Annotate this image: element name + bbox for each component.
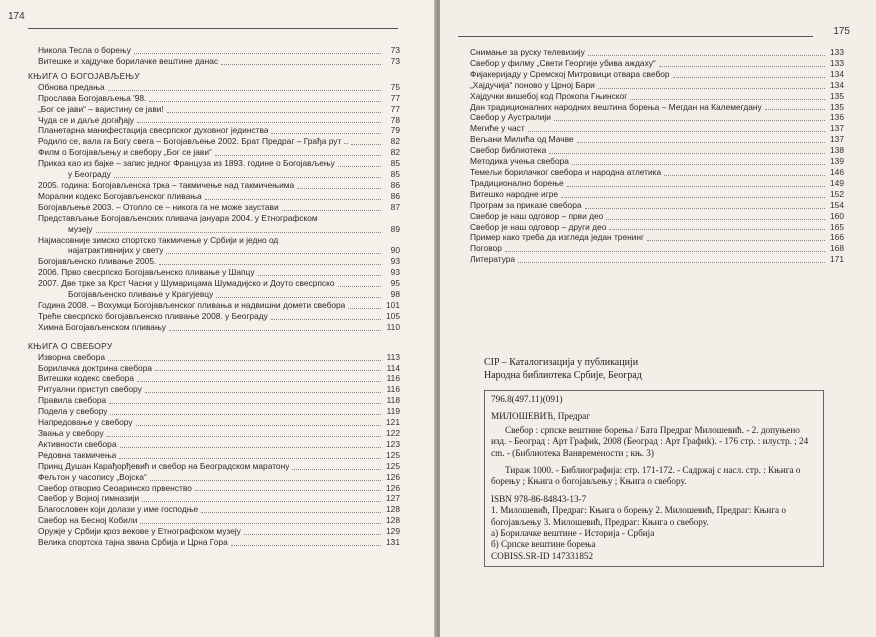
toc-entry-title: Богојављенско пливање у Крагујевцу xyxy=(68,289,214,300)
toc-entry xyxy=(20,472,400,483)
toc-entry-page: 118 xyxy=(386,395,400,406)
toc-leader-dots xyxy=(585,208,825,209)
toc-right xyxy=(452,47,844,265)
toc-entry xyxy=(452,91,844,102)
toc-group xyxy=(452,47,844,265)
toc-leader-dots xyxy=(142,501,381,502)
toc-entry-page: 165 xyxy=(830,221,844,232)
toc-entry-title: Поговор xyxy=(470,243,502,254)
toc-leader-dots xyxy=(155,370,381,371)
toc-entry-title: „Бог се јави“ – вајистину се јави! xyxy=(38,103,164,114)
toc-entry-title: Чуда се и даље догађају xyxy=(38,114,135,125)
toc-leader-dots xyxy=(505,251,825,252)
toc-entry xyxy=(452,189,844,200)
toc-entry-title: Редовна такмичења xyxy=(38,449,117,460)
toc-entry xyxy=(20,373,400,384)
toc-entry xyxy=(20,45,400,56)
toc-entry-title: Принц Душан Карађорђевић и свебор на Београдском маратону xyxy=(38,460,290,471)
toc-entry-title: Богојављење 2003. – Отопло се – никога га не може заустави xyxy=(38,201,279,212)
toc-leader-dots xyxy=(166,253,381,254)
toc-entry xyxy=(20,439,400,450)
toc-entry xyxy=(20,224,400,235)
toc-entry-page: 135 xyxy=(830,90,844,101)
toc-entry-title: Родило се, вала га Богу свега – Богојављење 2002. Брат Предраг – Грађа рут .. xyxy=(38,136,349,147)
toc-entry-page: 160 xyxy=(830,210,844,221)
toc-leader-dots xyxy=(297,188,381,189)
toc-leader-dots xyxy=(609,229,825,230)
toc-entry-title: Представљање Богојављенских пливача јануара 2004. у Етнографском xyxy=(38,212,318,223)
header-rule xyxy=(458,36,813,37)
toc-entry-title: Пример како треба да изгледа један тренинг xyxy=(470,232,645,243)
toc-leader-dots xyxy=(120,447,382,448)
toc-leader-dots xyxy=(606,219,825,220)
toc-entry-title: Свебор у Војној гимназији xyxy=(38,493,140,504)
toc-entry-title: Традиционално борење xyxy=(470,177,564,188)
toc-entry-title: Методика учења свебора xyxy=(470,156,569,167)
toc-entry xyxy=(20,493,400,504)
toc-leader-dots xyxy=(231,545,381,546)
toc-entry xyxy=(452,243,844,254)
cip-subjects: 1. Милошевић, Предраг: Књига о борењу 2. Милошевић, Предраг: Књига о богојављењу 3. Милошевић, Предраг: Књига о свебору. xyxy=(491,505,787,527)
toc-entry-title: Најмасовније зимско спортско такмичење у Србији и једно од xyxy=(38,234,279,245)
toc-entry xyxy=(20,483,400,494)
toc-entry-page: 82 xyxy=(390,136,400,147)
toc-entry-page: 131 xyxy=(386,537,400,548)
toc-leader-dots xyxy=(659,66,825,67)
toc-entry-title: Фељтон у часопису „Војска“ xyxy=(38,471,147,482)
toc-entry-title: Изворна свебора xyxy=(38,351,106,362)
toc-leader-dots xyxy=(664,175,825,176)
toc-entry xyxy=(20,278,400,289)
toc-entry-title: најатрактивнијих у свету xyxy=(68,245,164,256)
toc-entry xyxy=(20,180,400,191)
toc-entry xyxy=(20,202,400,213)
toc-entry-title: 2006. Прво свесрпско Богојављенско пливање у Шапцу xyxy=(38,267,255,278)
toc-entry-title: Дан традиционалних народних вештина борења – Мегдан на Калемегдану xyxy=(470,101,762,112)
header-rule xyxy=(28,28,398,29)
toc-entry-page: 86 xyxy=(390,190,400,201)
toc-entry-page: 149 xyxy=(830,177,844,188)
cip-isbn: ISBN 978-86-84843-13-7 xyxy=(491,493,587,504)
toc-entry-title: Свебор библиотека xyxy=(470,145,547,156)
toc-entry-page: 127 xyxy=(386,493,400,504)
toc-leader-dots xyxy=(271,133,381,134)
toc-entry-title: Хајдучки вишебој код Прокопа Гњинског xyxy=(470,90,628,101)
toc-leader-dots xyxy=(282,210,381,211)
toc-entry xyxy=(20,395,400,406)
toc-group xyxy=(20,82,400,333)
toc-entry-title: Свебор отворио Сеоаринско првенство xyxy=(38,482,192,493)
toc-leader-dots xyxy=(244,534,381,535)
page-number: 174 xyxy=(8,11,25,22)
toc-entry-title: Приказ као из бајке – запис једног Француза из 1893. године о Богојављењу xyxy=(38,158,335,169)
toc-entry-page: 129 xyxy=(386,526,400,537)
toc-entry-page: 105 xyxy=(386,310,400,321)
toc-entry xyxy=(452,80,844,91)
cip-class: 796.8(497.11)(091) xyxy=(491,394,563,404)
toc-entry-page: 113 xyxy=(386,351,400,362)
toc-entry-page: 82 xyxy=(390,147,400,158)
toc-entry-page: 87 xyxy=(390,201,400,212)
toc-leader-dots xyxy=(169,330,381,331)
toc-entry-page: 114 xyxy=(386,362,400,373)
toc-entry-page: 125 xyxy=(386,460,400,471)
toc-entry-page: 133 xyxy=(830,47,844,57)
toc-entry-title: „Хајдучија“ поново у Црној Бари xyxy=(470,79,595,90)
toc-entry-title: Снимање за руску телевизију xyxy=(470,47,585,57)
right-page xyxy=(440,0,876,637)
toc-entry xyxy=(452,232,844,243)
toc-entry-title: Ритуални приступ свебору xyxy=(38,384,142,395)
toc-entry-title: Оружје у Србији кроз векове у Етнографском музеју xyxy=(38,526,241,537)
toc-entry-page: 166 xyxy=(830,232,844,243)
toc-leader-dots xyxy=(630,99,825,100)
toc-entry xyxy=(20,267,400,278)
toc-entry xyxy=(20,136,400,147)
toc-entry xyxy=(20,147,400,158)
toc-leader-dots xyxy=(572,164,825,165)
toc-entry-title: Напредовање у свебору xyxy=(38,417,133,428)
toc-entry-page: 78 xyxy=(390,114,400,125)
toc-entry xyxy=(452,134,844,145)
toc-entry-page: 137 xyxy=(830,134,844,145)
toc-leader-dots xyxy=(567,186,825,187)
left-page xyxy=(0,0,436,637)
toc-entry-title: музеју xyxy=(68,223,93,234)
toc-entry xyxy=(20,82,400,93)
toc-entry xyxy=(20,56,400,67)
toc-leader-dots xyxy=(96,232,382,233)
toc-entry-page: 95 xyxy=(390,278,400,289)
toc-entry-page: 136 xyxy=(830,112,844,123)
toc-leader-dots xyxy=(205,199,381,200)
toc-leader-dots xyxy=(108,90,381,91)
toc-entry xyxy=(452,254,844,265)
toc-entry-page: 110 xyxy=(386,321,400,332)
toc-leader-dots xyxy=(647,240,825,241)
toc-leader-dots xyxy=(588,55,825,56)
toc-leader-dots xyxy=(561,197,825,198)
toc-entry-page: 171 xyxy=(830,254,844,265)
toc-entry-page: 77 xyxy=(390,103,400,114)
toc-entry-title: у Београду xyxy=(68,169,111,180)
toc-entry-page: 146 xyxy=(830,166,844,177)
toc-entry-title: 2005. година: Богојављенска трка – такмичење над такмичењима xyxy=(38,179,295,190)
cip-cobiss: COBISS.SR-ID 147331852 xyxy=(491,550,594,561)
toc-entry xyxy=(20,450,400,461)
toc-leader-dots xyxy=(114,177,381,178)
toc-entry-page: 73 xyxy=(390,45,400,55)
toc-entry-title: Фијакеријаду у Сремској Митровици отвара свебор xyxy=(470,68,670,79)
toc-entry xyxy=(20,191,400,202)
toc-entry-title: Литература xyxy=(470,254,516,265)
toc-entry-page: 138 xyxy=(830,145,844,156)
toc-leader-dots xyxy=(149,101,381,102)
toc-entry-title: Година 2008. – Вохумци Богојављенског пливања и надвишни домети свебора xyxy=(38,299,346,310)
toc-entry-title: Никола Тесла о борењу xyxy=(38,45,131,55)
toc-entry-page: 79 xyxy=(390,125,400,136)
toc-group xyxy=(20,45,400,67)
toc-entry xyxy=(452,102,844,113)
toc-entry-page: 85 xyxy=(390,169,400,180)
section-heading-sveboru: КЊИГА О СВЕБОРУ xyxy=(28,340,113,351)
toc-entry xyxy=(20,104,400,115)
toc-entry xyxy=(452,222,844,233)
toc-entry-title: Свебор је наш одговор – други део xyxy=(470,221,607,232)
toc-entry-title: Велика спортска тајна звана Србија и Црна Гора xyxy=(38,537,228,548)
cip-description: Свебор : српске вештине борења / Бата Предраг Милошевић. - 2. допуњено изд. - Београд : Арт Графиk, 2008 (Београд : Арт Графиk). - 176 стр. : илустр. ; 24 cm. - (Библиотека Ванвремености ; књ. 3) xyxy=(491,424,809,458)
toc-leader-dots xyxy=(258,275,381,276)
toc-entry-title: Мегиће у част xyxy=(470,123,525,134)
toc-entry xyxy=(20,406,400,417)
toc-entry-title: Борилачка доктрина свебора xyxy=(38,362,153,373)
toc-entry-page: 119 xyxy=(386,406,400,417)
toc-entry-page: 75 xyxy=(390,81,400,92)
toc-entry-title: Подела у свебору xyxy=(38,406,108,417)
toc-leader-dots xyxy=(765,109,825,110)
toc-entry xyxy=(20,300,400,311)
toc-leader-dots xyxy=(518,262,825,263)
toc-entry xyxy=(20,256,400,267)
toc-entry xyxy=(20,461,400,472)
toc-entry xyxy=(20,504,400,515)
cip-notes: Тираж 1000. - Библиографија: стр. 171-172. - Садржај с насл. стр. : Књига о борењу ; Књига о богојављењу ; Књига о свебору. xyxy=(491,465,801,487)
toc-entry xyxy=(452,69,844,80)
toc-entry-title: Програм за приказе свебора xyxy=(470,199,582,210)
toc-entry xyxy=(452,178,844,189)
toc-leader-dots xyxy=(150,480,381,481)
toc-entry-page: 123 xyxy=(386,438,400,449)
toc-entry-page: 101 xyxy=(386,299,400,310)
toc-entry-title: Прослава Богојављења '98. xyxy=(38,92,147,103)
toc-entry-page: 154 xyxy=(830,199,844,210)
toc-entry-title: Свебор у филму „Свети Георгије убива аждаху“ xyxy=(470,57,656,68)
toc-entry xyxy=(20,428,400,439)
toc-entry xyxy=(20,125,400,136)
toc-entry xyxy=(20,235,400,246)
toc-entry xyxy=(20,537,400,548)
toc-entry xyxy=(20,526,400,537)
toc-leader-dots xyxy=(338,286,381,287)
toc-leader-dots xyxy=(134,53,381,54)
toc-entry xyxy=(20,363,400,374)
toc-entry-page: 85 xyxy=(390,158,400,169)
toc-entry-page: 133 xyxy=(830,57,844,68)
toc-entry xyxy=(452,123,844,134)
toc-leader-dots xyxy=(221,64,381,65)
toc-leader-dots xyxy=(119,458,381,459)
toc-entry-title: Свебор на Бесној Кобили xyxy=(38,515,138,526)
toc-leader-dots xyxy=(140,523,381,524)
toc-leader-dots xyxy=(145,392,381,393)
toc-entry-page: 139 xyxy=(830,156,844,167)
toc-entry xyxy=(452,156,844,167)
toc-entry-title: Активности свебора xyxy=(38,438,117,449)
toc-entry-page: 168 xyxy=(830,243,844,254)
toc-leader-dots xyxy=(137,381,381,382)
toc-entry xyxy=(452,200,844,211)
toc-entry xyxy=(452,47,844,58)
toc-entry-page: 134 xyxy=(830,68,844,79)
toc-entry-page: 93 xyxy=(390,256,400,267)
toc-entry xyxy=(452,167,844,178)
toc-entry-page: 89 xyxy=(390,223,400,234)
toc-entry-title: Витешке и хајдучке борилачке вештине данас xyxy=(38,55,219,66)
page-number: 175 xyxy=(833,26,850,37)
toc-entry xyxy=(452,112,844,123)
cip-record xyxy=(484,356,824,567)
toc-entry xyxy=(20,352,400,363)
toc-entry-page: 126 xyxy=(386,471,400,482)
toc-entry-page: 116 xyxy=(386,384,400,395)
toc-entry-title: Обнова предања xyxy=(38,81,105,92)
toc-entry xyxy=(20,93,400,104)
toc-entry-page: 98 xyxy=(390,289,400,300)
toc-entry-page: 116 xyxy=(386,373,400,384)
toc-entry-page: 121 xyxy=(386,417,400,428)
toc-entry xyxy=(20,245,400,256)
toc-entry-title: Филм о Богојављењу и свебору „Бог се јави“ xyxy=(38,147,212,158)
toc-entry-title: Благословен који долази у име господње xyxy=(38,504,199,515)
toc-leader-dots xyxy=(271,319,381,320)
toc-left xyxy=(20,45,400,548)
toc-leader-dots xyxy=(673,77,825,78)
toc-entry-page: 135 xyxy=(830,101,844,112)
cip-subject-a: а) Борилачке вештине - Историја - Србија xyxy=(491,528,655,539)
toc-leader-dots xyxy=(136,425,381,426)
toc-leader-dots xyxy=(109,403,381,404)
toc-entry-title: Темељи борилачког свебора и народна атлетика xyxy=(470,166,662,177)
toc-entry-page: 93 xyxy=(390,267,400,278)
toc-leader-dots xyxy=(348,308,381,309)
toc-entry-title: 2007. Две трке за Крст Часни у Шумарицама Шумадијско и Доуто свесрпско xyxy=(38,278,335,289)
toc-leader-dots xyxy=(351,144,381,145)
toc-entry-page: 125 xyxy=(386,449,400,460)
toc-entry-page: 86 xyxy=(390,179,400,190)
cip-library: Народна библиотека Србије, Београд xyxy=(484,370,642,381)
toc-entry-title: Свебор је наш одговор – први део xyxy=(470,210,604,221)
toc-entry-title: Планетарна манифестација свесрпског духовног јединства xyxy=(38,125,269,136)
toc-leader-dots xyxy=(137,122,381,123)
toc-leader-dots xyxy=(577,142,825,143)
toc-entry-title: Правила свебора xyxy=(38,395,107,406)
toc-entry-page: 90 xyxy=(390,245,400,256)
toc-entry xyxy=(20,384,400,395)
toc-entry-title: Морални кодекс Богојављенског пливања xyxy=(38,190,202,201)
toc-leader-dots xyxy=(108,360,381,361)
cip-subject-b: б) Српске вештине борења xyxy=(491,539,596,550)
toc-entry xyxy=(20,311,400,322)
toc-leader-dots xyxy=(201,512,381,513)
toc-leader-dots xyxy=(338,166,381,167)
toc-entry xyxy=(452,211,844,222)
toc-entry xyxy=(20,115,400,126)
section-heading-bogojavljenje: КЊИГА О БОГОЈАВЉЕЊУ xyxy=(28,70,140,81)
toc-entry-page: 137 xyxy=(830,123,844,134)
toc-entry-page: 128 xyxy=(386,504,400,515)
toc-entry-title: Богојављенско пливање 2005. xyxy=(38,256,157,267)
toc-entry xyxy=(452,58,844,69)
toc-leader-dots xyxy=(215,155,381,156)
toc-entry-title: Свебор у Аустралији xyxy=(470,112,551,123)
toc-leader-dots xyxy=(549,153,825,154)
toc-entry xyxy=(20,515,400,526)
toc-leader-dots xyxy=(528,131,825,132)
toc-entry xyxy=(20,169,400,180)
toc-entry-title: Химна Богојављенском пливању xyxy=(38,321,166,332)
toc-entry-page: 122 xyxy=(386,428,400,438)
toc-leader-dots xyxy=(292,469,381,470)
cip-box xyxy=(484,390,824,567)
toc-entry xyxy=(20,417,400,428)
cip-heading: CIP – Каталогизација у публикацији xyxy=(484,357,639,368)
toc-entry-page: 126 xyxy=(386,482,400,493)
toc-leader-dots xyxy=(554,120,825,121)
toc-entry-page: 134 xyxy=(830,79,844,90)
toc-leader-dots xyxy=(167,112,381,113)
toc-group xyxy=(20,352,400,548)
toc-entry-page: 128 xyxy=(386,515,400,526)
toc-entry-page: 73 xyxy=(390,55,400,66)
toc-leader-dots xyxy=(159,264,381,265)
toc-entry-title: Витешки кодекс свебора xyxy=(38,373,134,384)
toc-entry xyxy=(20,213,400,224)
toc-entry xyxy=(452,145,844,156)
toc-entry-page: 152 xyxy=(830,188,844,199)
toc-entry-title: Звања у свебору xyxy=(38,428,104,438)
toc-entry-title: Витешко народне игре xyxy=(470,188,559,199)
toc-leader-dots xyxy=(107,436,381,437)
toc-entry-page: 77 xyxy=(390,92,400,103)
toc-leader-dots xyxy=(110,414,381,415)
toc-leader-dots xyxy=(598,88,825,89)
toc-entry-title: Вељани Милића од Мачве xyxy=(470,134,574,145)
toc-leader-dots xyxy=(216,297,381,298)
toc-entry xyxy=(20,158,400,169)
toc-leader-dots xyxy=(195,490,381,491)
toc-entry-title: Треће свесрпско богојављенско пливање 2008. у Београду xyxy=(38,310,268,321)
toc-entry xyxy=(20,289,400,300)
cip-author: МИЛОШЕВИЋ, Предраг xyxy=(491,411,591,422)
toc-entry xyxy=(20,322,400,333)
